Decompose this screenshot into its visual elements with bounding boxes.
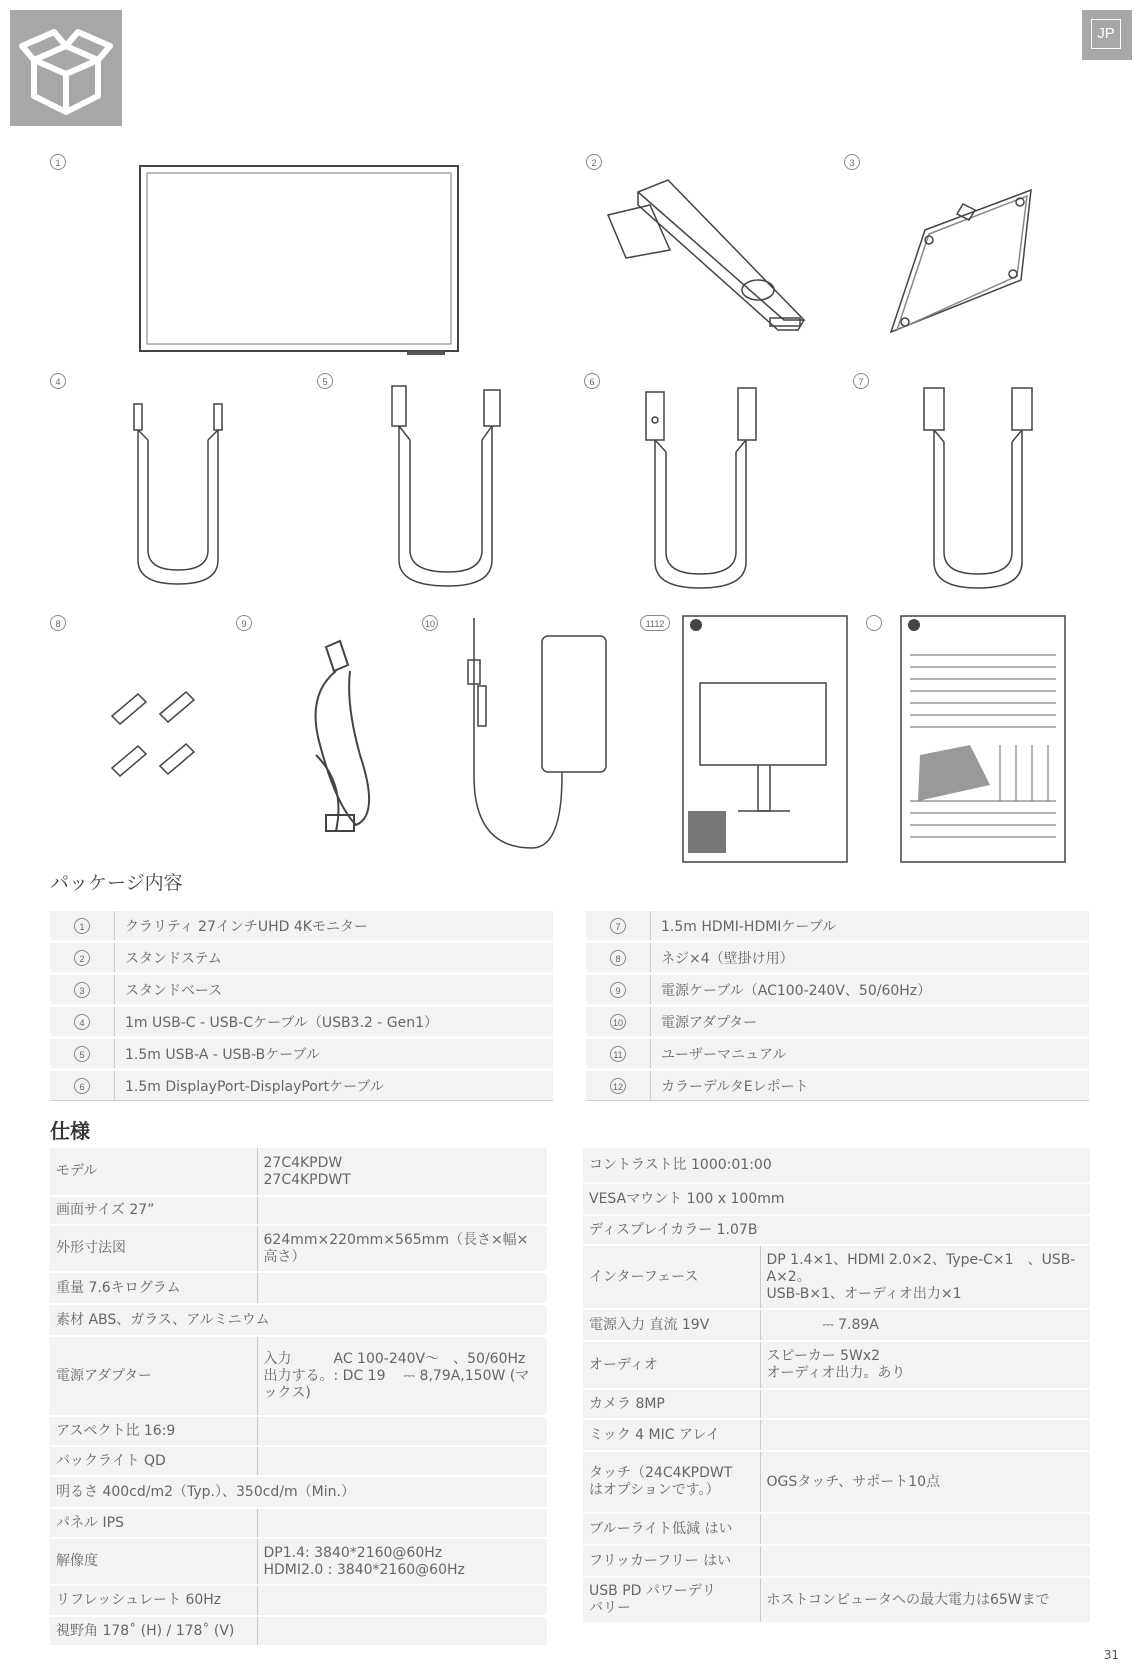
row-number: 9 (610, 982, 626, 998)
spec-key: 電源入力 直流 19V (583, 1309, 760, 1341)
spec-value (257, 1508, 547, 1538)
spec-key: モデル (50, 1148, 257, 1196)
box-icon-tile (10, 10, 122, 126)
table-row (50, 910, 553, 942)
spec-value (257, 1416, 547, 1446)
stand-base-icon (885, 180, 1035, 340)
row-number: 3 (74, 982, 90, 998)
table-row (583, 1577, 1090, 1623)
table-row (50, 1616, 547, 1646)
item-number-7: 7 (853, 373, 869, 389)
table-row (50, 1585, 547, 1616)
spec-value (257, 1196, 547, 1225)
row-number: 6 (74, 1078, 90, 1094)
table-row (583, 1341, 1090, 1389)
spec-key: 素材 ABS、ガラス、アルミニウム (50, 1304, 547, 1336)
spec-value: 入力 AC 100-240V～ 、50/60Hz 出力する。: DC 19 ⎓ 8,79A,150W (マックス) (257, 1336, 547, 1416)
language-badge (1082, 10, 1132, 60)
spec-value: OGSタッチ、サポート10点 (760, 1451, 1090, 1513)
table-row (50, 1148, 547, 1196)
spec-key: コントラスト比 1000:01:00 (583, 1148, 1090, 1183)
spec-key: バックライト QD (50, 1446, 257, 1476)
table-row (583, 1545, 1090, 1577)
spec-key: ブルーライト低減 はい (583, 1513, 760, 1545)
row-label: ユーザーマニュアル (651, 1038, 1090, 1070)
item-number-1: 1 (50, 154, 66, 170)
row-number: 1 (74, 918, 90, 934)
spec-key: 画面サイズ 27” (50, 1196, 257, 1225)
row-number: 10 (610, 1014, 626, 1030)
spec-value: DP1.4: 3840*2160@60Hz HDMI2.0 : 3840*2160@60Hz (257, 1538, 547, 1585)
table-row (50, 1225, 547, 1272)
table-row (50, 942, 553, 974)
row-label: クラリティ 27インチUHD 4Kモニター (115, 910, 554, 942)
table-row (50, 1446, 547, 1476)
spec-key: オーディオ (583, 1341, 760, 1389)
table-row (583, 1183, 1090, 1215)
spec-key: 解像度 (50, 1538, 257, 1585)
item-number-2: 2 (586, 154, 602, 170)
row-number: 4 (74, 1014, 90, 1030)
spec-key: リフレッシュレート 60Hz (50, 1585, 257, 1616)
spec-key: 明るさ 400cd/m2（Typ.）、350cd/m（Min.） (50, 1476, 547, 1508)
table-row (586, 974, 1089, 1006)
spec-value (257, 1616, 547, 1646)
row-label: 1.5m HDMI-HDMIケーブル (651, 910, 1090, 942)
spec-key: タッチ（24C4KPDWT はオプションです。） (583, 1451, 760, 1513)
package-contents-title: パッケージ内容 (50, 872, 183, 894)
displayport-cable-icon (640, 380, 760, 592)
spec-key: 視野角 178˚ (H) / 178˚ (V) (50, 1616, 257, 1646)
table-row (586, 1038, 1089, 1070)
table-row (50, 1272, 547, 1304)
specs-table-right (583, 1148, 1090, 1624)
spec-value: ホストコンピュータへの最大電力は65Wまで (760, 1577, 1090, 1623)
table-row (583, 1309, 1090, 1341)
table-row (50, 974, 553, 1006)
spec-key: 電源アダプター (50, 1336, 257, 1416)
hdmi-cable-icon (918, 382, 1038, 592)
table-row (583, 1148, 1090, 1183)
package-table-right (586, 908, 1089, 1101)
item-number-12 (866, 615, 882, 631)
row-label: スタンドベース (115, 974, 554, 1006)
usb-a-b-cable-icon (388, 380, 508, 590)
table-row (586, 942, 1089, 974)
spec-value (257, 1585, 547, 1616)
spec-value (257, 1446, 547, 1476)
row-label: 電源アダプター (651, 1006, 1090, 1038)
spec-key: カメラ 8MP (583, 1389, 760, 1419)
row-number: 12 (610, 1078, 626, 1094)
table-row (586, 1070, 1089, 1101)
table-row (583, 1215, 1090, 1245)
item-number-10: 10 (422, 615, 438, 631)
monitor-front-icon (137, 163, 463, 359)
row-number: 8 (610, 950, 626, 966)
power-cable-icon (296, 635, 386, 835)
spec-value: 624mm×220mm×565mm（長さ×幅×高さ） (257, 1225, 547, 1272)
row-label: 1.5m DisplayPort-DisplayPortケーブル (115, 1070, 554, 1101)
table-row (586, 910, 1089, 942)
table-row (50, 1336, 547, 1416)
row-label: 1.5m USB-A - USB-Bケーブル (115, 1038, 554, 1070)
item-number-4: 4 (50, 373, 66, 389)
table-row (50, 1416, 547, 1446)
table-row (50, 1538, 547, 1585)
row-label: 1m USB-C - USB-Cケーブル（USB3.2 - Gen1） (115, 1006, 554, 1038)
table-row (50, 1070, 553, 1101)
item-number-8: 8 (50, 615, 66, 631)
item-number-11-12: 1112 (640, 615, 670, 631)
table-row (586, 1006, 1089, 1038)
row-label: 電源ケーブル（AC100-240V、50/60Hz） (651, 974, 1090, 1006)
spec-key: パネル IPS (50, 1508, 257, 1538)
user-manual-icon (682, 615, 848, 863)
spec-value: DP 1.4×1、HDMI 2.0×2、Type-C×1 、USB-A×2。 USB-B×1、オーディオ出力×1 (760, 1245, 1090, 1309)
item-number-6: 6 (584, 373, 600, 389)
page-number: 31 (1103, 1648, 1119, 1662)
spec-value (760, 1545, 1090, 1577)
spec-key: USB PD パワーデリ バリー (583, 1577, 760, 1623)
table-row (50, 1476, 547, 1508)
spec-key: ミック 4 MIC アレイ (583, 1419, 760, 1451)
table-row (583, 1419, 1090, 1451)
specs-table-left (50, 1148, 547, 1647)
row-number: 7 (610, 918, 626, 934)
package-table-left (50, 908, 553, 1101)
table-row (583, 1513, 1090, 1545)
row-number: 11 (610, 1046, 626, 1062)
spec-key: フリッカーフリー はい (583, 1545, 760, 1577)
row-label: ネジ×4（壁掛け用） (651, 942, 1090, 974)
spec-value: ⎓ 7.89A (760, 1309, 1090, 1341)
table-row (50, 1196, 547, 1225)
row-label: カラーデルタEレポート (651, 1070, 1090, 1101)
color-report-icon (900, 615, 1066, 863)
spec-value: スピーカー 5Wx2 オーディオ出力。あり (760, 1341, 1090, 1389)
spec-value (257, 1272, 547, 1304)
open-box-icon (10, 10, 122, 126)
spec-value (760, 1389, 1090, 1419)
table-row (583, 1245, 1090, 1309)
row-number: 5 (74, 1046, 90, 1062)
table-row (50, 1508, 547, 1538)
spec-value (760, 1513, 1090, 1545)
table-row (50, 1038, 553, 1070)
spec-key: 外形寸法図 (50, 1225, 257, 1272)
spec-value: 27C4KPDW 27C4KPDWT (257, 1148, 547, 1196)
row-label: スタンドステム (115, 942, 554, 974)
stand-stem-icon (598, 170, 818, 352)
table-row (50, 1304, 547, 1336)
table-row (583, 1451, 1090, 1513)
item-number-9: 9 (236, 615, 252, 631)
item-number-5: 5 (317, 373, 333, 389)
row-number: 2 (74, 950, 90, 966)
screws-icon (108, 680, 204, 780)
table-row (50, 1006, 553, 1038)
spec-key: アスペクト比 16:9 (50, 1416, 257, 1446)
table-row (583, 1389, 1090, 1419)
language-label: JP (1091, 19, 1121, 49)
spec-key: ディスプレイカラー 1.07B (583, 1215, 1090, 1245)
spec-key: VESAマウント 100 x 100mm (583, 1183, 1090, 1215)
item-number-3: 3 (844, 154, 860, 170)
spec-key: 重量 7.6キログラム (50, 1272, 257, 1304)
power-adapter-icon (462, 616, 612, 856)
specs-title: 仕様 (50, 1119, 90, 1143)
spec-key: インターフェース (583, 1245, 760, 1309)
usb-c-cable-icon (130, 400, 230, 588)
spec-value (760, 1419, 1090, 1451)
